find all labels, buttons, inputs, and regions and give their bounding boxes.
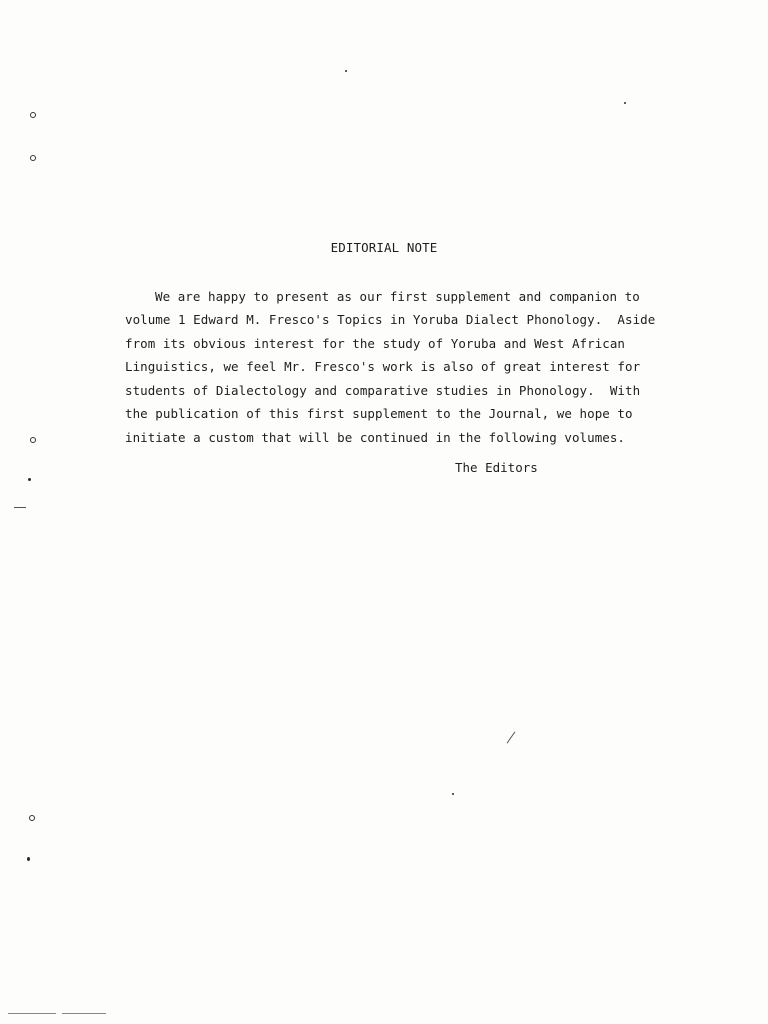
page-title: EDITORIAL NOTE — [330, 240, 438, 255]
paragraph-line: the publication of this first supplement to the Journal, we hope to — [125, 406, 633, 421]
pen-mark — [507, 731, 516, 743]
scan-streak — [14, 507, 26, 508]
scan-streak — [8, 1013, 56, 1014]
paragraph-line: initiate a custom that will be continued in the following volumes. — [125, 430, 625, 445]
paragraph-line: volume 1 Edward M. Fresco's Topics in Yoruba Dialect Phonology. Aside — [125, 312, 656, 327]
paragraph-line: We are happy to present as our first supplement and companion to — [155, 289, 640, 304]
scan-streak — [62, 1013, 106, 1014]
paragraph-line: students of Dialectology and comparative studies in Phonology. With — [125, 383, 641, 398]
paragraph-line: from its obvious interest for the study of Yoruba and West African — [125, 336, 625, 351]
scan-speck — [28, 478, 31, 481]
scan-speck — [452, 793, 454, 795]
binding-hole-mark — [30, 112, 36, 118]
binding-hole-mark — [30, 155, 36, 161]
scan-speck — [624, 102, 626, 104]
signature: The Editors — [455, 460, 538, 475]
paragraph-line: Linguistics, we feel Mr. Fresco's work is also of great interest for — [125, 359, 641, 374]
binding-hole-mark — [30, 437, 36, 443]
scan-speck — [345, 70, 347, 72]
scan-speck — [27, 857, 30, 861]
binding-hole-mark — [29, 815, 35, 821]
